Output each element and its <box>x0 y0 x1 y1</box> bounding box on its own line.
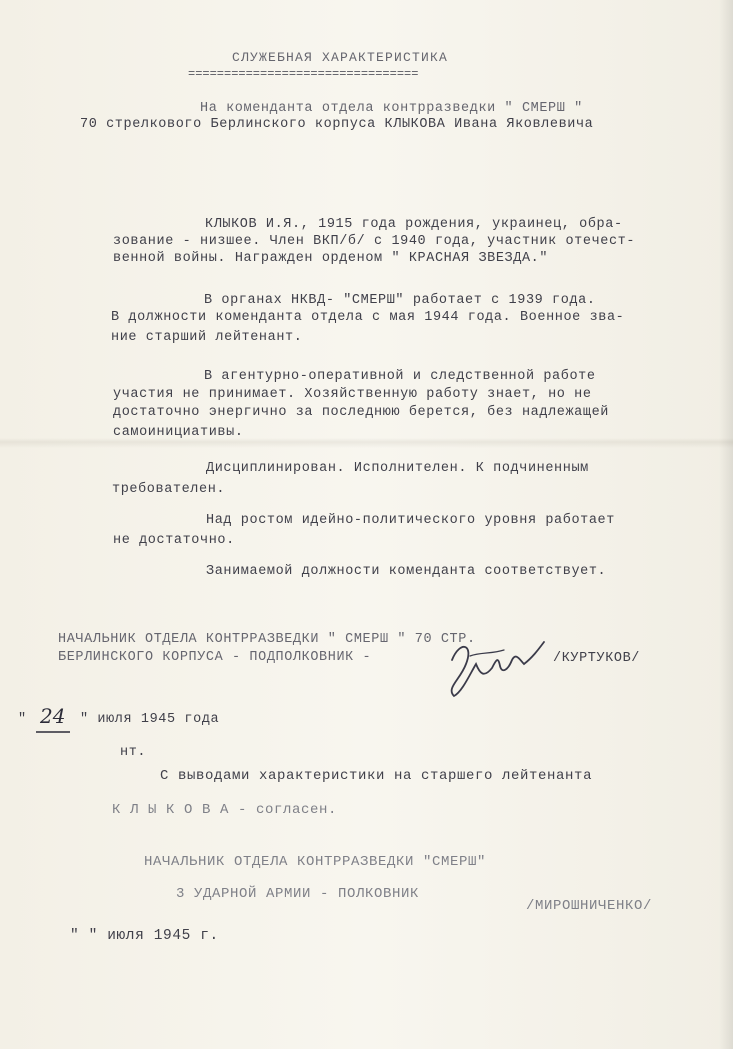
document-title: СЛУЖЕБНАЯ ХАРАКТЕРИСТИКА <box>232 50 449 65</box>
signatory-1-line-1: НАЧАЛЬНИК ОТДЕЛА КОНТРРАЗВЕДКИ " СМЕРШ " 70 СТР. <box>58 632 476 647</box>
endorsement-line-2: К Л Ы К О В А - согласен. <box>112 802 338 818</box>
page-edge-shadow <box>719 0 733 1049</box>
paragraph-2-line-2: В должности коменданта отдела с мая 1944 года. Военное зва- <box>111 310 625 325</box>
paragraph-1-line-3: венной войны. Награжден орденом " КРАСНАЯ ЗВЕЗДА." <box>113 251 549 266</box>
header-line-2: 70 стрелкового Берлинского корпуса КЛЫКОВА Ивана Яковлевича <box>80 117 594 132</box>
paragraph-3-line-2: участия не принимает. Хозяйственную работу знает, но не <box>113 387 592 402</box>
paragraph-1-line-1: КЛЫКОВ И.Я., 1915 года рождения, украинец, обра- <box>205 217 623 232</box>
signatory-1-line-2: БЕРЛИНСКОГО КОРПУСА - ПОДПОЛКОВНИК - <box>58 650 372 665</box>
signatory-2-line-1: НАЧАЛЬНИК ОТДЕЛА КОНТРРАЗВЕДКИ "СМЕРШ" <box>144 854 487 870</box>
paragraph-4-line-2: требователен. <box>112 482 226 497</box>
paragraph-5-line-1: Над ростом идейно-политического уровня работает <box>206 513 615 528</box>
paragraph-2-line-1: В органах НКВД- "СМЕРШ" работает с 1939 года. <box>204 293 596 308</box>
kurtukov-signature <box>440 630 552 700</box>
paragraph-3-line-3: достаточно энергично за последнюю берется, без надлежащей <box>113 405 609 420</box>
title-underline: ================================ <box>188 67 419 81</box>
paragraph-2-line-3: ние старший лейтенант. <box>111 330 303 345</box>
signatory-2-line-2: 3 УДАРНОЙ АРМИИ - ПОЛКОВНИК <box>176 886 420 902</box>
date-2-text: " " июля 1945 г. <box>70 928 219 944</box>
nt-mark: нт. <box>120 745 147 760</box>
date-1-underline <box>36 729 70 735</box>
date-1-day-handwritten: 24 <box>40 704 66 728</box>
signatory-2-name: /МИРОШНИЧЕНКО/ <box>526 898 653 914</box>
header-line-1: На коменданта отдела контрразведки " СМЕРШ " <box>200 101 583 116</box>
signatory-1-name: /КУРТУКОВ/ <box>553 651 641 666</box>
paragraph-3-line-1: В агентурно-оперативной и следственной работе <box>204 369 596 384</box>
paragraph-1-line-2: зование - низшее. Член ВКП/б/ с 1940 года, участник отечест- <box>113 234 636 249</box>
date-1-quote: " <box>18 712 27 727</box>
paragraph-4-line-1: Дисциплинирован. Исполнителен. К подчиненным <box>206 461 589 476</box>
date-1-text: " июля 1945 года <box>80 712 220 727</box>
paragraph-5-line-2: не достаточно. <box>113 533 235 548</box>
endorsement-line-1: С выводами характеристики на старшего лейтенанта <box>160 768 593 784</box>
paragraph-6-line-1: Занимаемой должности коменданта соответствует. <box>206 564 607 579</box>
paragraph-3-line-4: самоинициативы. <box>113 425 244 440</box>
